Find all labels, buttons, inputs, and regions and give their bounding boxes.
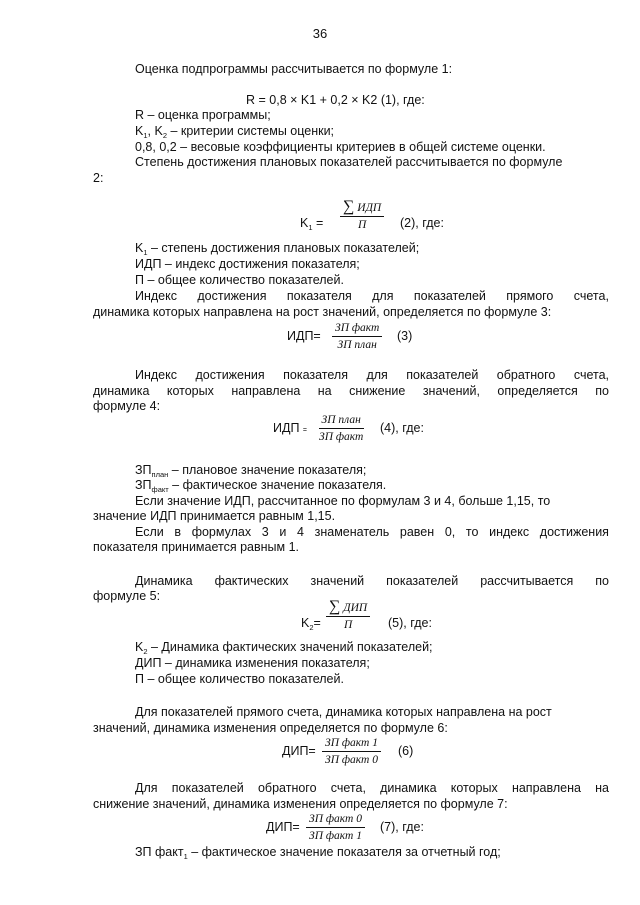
text-fragment: – Динамика фактических значений показателей; [147,640,433,654]
numerator-text: ИДП [357,202,382,214]
text-fragment: динамика [380,781,437,795]
text-line [135,845,501,861]
text-fragment: K [135,124,144,138]
text-fragment: – фактическое значение показателя за отчетный год; [187,845,501,859]
text-line: П – общее количество показателей. [135,273,344,287]
fraction-numerator [326,600,370,617]
text-line: ИДП – индекс достижения показателя; [135,257,360,271]
text-line: снижение значений, динамика изменения определяется по формуле 7: [93,797,508,811]
text-fragment: ЗП факт [135,845,184,859]
text-line [135,124,334,140]
text-line: ДИП – динамика изменения показателя; [135,656,370,670]
formula-2-fraction [340,200,384,232]
text-fragment: показателей [406,368,479,382]
text-fragment: динамика [93,384,150,398]
subscript: факт [151,485,169,494]
text-fragment: K [135,640,144,654]
text-line: значение ИДП принимается равным 1,15. [93,509,336,523]
text-line [135,525,609,540]
text-fragment: формулах [191,525,252,539]
fraction-denominator: П [343,619,353,631]
text-fragment: счета, [573,289,609,303]
text-fragment: ЗП [135,463,152,477]
fraction-numerator: ЗП факт 1 [322,736,381,752]
text-line: Для показателей прямого счета, динамика которых направлена на рост [135,705,552,719]
text-fragment: которых [450,781,498,795]
subscript: 1 [183,852,188,861]
text-fragment: индекс [489,525,530,539]
formula-2-tail: (2), где: [400,216,444,230]
text-line: формуле 4: [93,399,161,413]
formula-4-fraction [316,413,366,444]
text-line [135,781,609,796]
formula-3-tail: (3) [397,329,413,343]
text-fragment: K [135,241,144,255]
text-line [135,478,386,494]
text-fragment: K [300,216,309,230]
text-fragment: прямого [506,289,554,303]
text-fragment: по [595,384,609,398]
text-line: формуле 5: [93,589,161,603]
text-fragment: значений, [422,384,480,398]
formula-7-lhs: ДИП= [266,820,300,834]
text-fragment: показателей [171,781,244,795]
text-line: значений, динамика изменения определяется по формуле 6: [93,721,448,735]
subscript: 2 [162,131,167,140]
fraction-denominator: П [357,219,367,231]
sum-symbol: ∑ [343,198,355,215]
text-fragment: Индекс [135,368,177,382]
text-fragment: достижения [197,289,267,303]
formula-1: R = 0,8 × K1 + 0,2 × K2 (1), где: [246,93,425,107]
text-fragment: по [595,574,609,588]
text-fragment: 0, [444,525,456,539]
formula-2-lhs [300,216,323,232]
numerator-text: ДИП [343,602,368,614]
formula-6-lhs: ДИП= [282,744,316,758]
text-fragment: для [366,368,388,382]
text-line: динамика которых направлена на рост значений, определяется по формуле 3: [93,305,552,319]
text-fragment: обратного [496,368,556,382]
formula-6-tail: (6) [398,744,414,758]
text-line: П – общее количество показателей. [135,672,344,686]
text-fragment: 4 [297,525,304,539]
subscript: 1 [143,131,148,140]
text-fragment: знаменатель [314,525,390,539]
fraction-denominator: ЗП факт 0 [325,754,378,766]
text-fragment: фактических [214,574,289,588]
text-fragment: – плановое значение показателя; [168,463,367,477]
text-fragment: и [279,525,287,539]
fraction-denominator: ЗП план [337,339,377,351]
subscript: 2 [143,647,148,656]
formula-7-fraction [306,812,365,843]
text-fragment: равен [399,525,435,539]
text-fragment: значений [310,574,365,588]
text-fragment: показателей [386,574,459,588]
text-fragment: снижение [349,384,406,398]
fraction-numerator [340,200,384,217]
text-fragment: обратного [257,781,317,795]
text-line: 0,8, 0,2 – весовые коэффициенты критериев в общей системе оценки. [135,140,546,154]
formula-5-lhs [301,616,321,632]
text-line [135,463,366,479]
formula-5-fraction [326,600,370,632]
text-fragment: K [301,616,310,630]
formula-5-tail: (5), где: [388,616,432,630]
text-line: показателя принимается равным 1. [93,540,300,554]
text-line: Если значение ИДП, рассчитанное по формулам 3 и 4, больше 1,15, то [135,494,551,508]
text-fragment: Для [135,781,158,795]
text-line [135,574,609,589]
text-line: Степень достижения плановых показателей рассчитывается по формуле [135,155,563,169]
text-fragment: направлена [231,384,301,398]
text-fragment: = [312,216,324,230]
text-fragment: показателей [413,289,486,303]
fraction-numerator: ЗП план [319,413,364,429]
text-fragment: в [174,525,182,539]
text-fragment: Индекс [135,289,177,303]
text-fragment: счета, [573,368,609,382]
text-fragment: Если [135,525,164,539]
text-line [135,368,609,383]
fraction-numerator: ЗП факт 0 [306,812,365,828]
page-number: 36 [312,26,328,41]
text-line [135,289,609,304]
equals-sign: = [302,427,308,434]
text-line: Оценка подпрограммы рассчитывается по формуле 1: [135,62,453,76]
text-line: 2: [93,171,104,185]
subscript: 2 [309,623,314,632]
text-fragment: достижения [195,368,265,382]
text-fragment: , K [147,124,163,138]
text-fragment: – степень достижения плановых показателей; [147,241,420,255]
subscript: 1 [143,248,148,257]
text-fragment: то [465,525,479,539]
text-fragment: определяется [497,384,578,398]
formula-3-fraction [332,321,382,352]
text-fragment: показателя [283,368,348,382]
text-fragment: счета, [330,781,366,795]
text-fragment: 3 [261,525,269,539]
text-fragment: рассчитывается [480,574,574,588]
formula-4-lhs [273,421,307,438]
text-fragment: достижения [539,525,609,539]
subscript: план [151,470,169,479]
text-fragment: для [372,289,394,303]
sum-symbol: ∑ [329,598,341,615]
formula-4-tail: (4), где: [380,421,424,435]
text-fragment: Динамика [135,574,193,588]
text-line [135,241,419,257]
text-fragment: направлена [511,781,581,795]
text-fragment: на [595,781,609,795]
text-fragment: на [317,384,332,398]
text-fragment: = [313,616,321,630]
text-fragment: ЗП [135,478,152,492]
text-line: R – оценка программы; [135,108,271,122]
text-fragment: – фактическое значение показателя. [168,478,387,492]
formula-6-fraction [322,736,381,767]
formula-3-lhs: ИДП= [287,329,321,343]
text-line [135,640,433,656]
text-line [93,384,609,399]
fraction-denominator: ЗП факт [319,431,364,443]
fraction-denominator: ЗП факт 1 [309,830,362,842]
fraction-numerator: ЗП факт [332,321,382,337]
text-fragment: ИДП [273,421,300,435]
text-fragment: которых [166,384,214,398]
text-fragment: – критерии системы оценки; [166,124,335,138]
subscript: 1 [308,223,313,232]
text-fragment: показателя [286,289,352,303]
formula-7-tail: (7), где: [380,820,424,834]
